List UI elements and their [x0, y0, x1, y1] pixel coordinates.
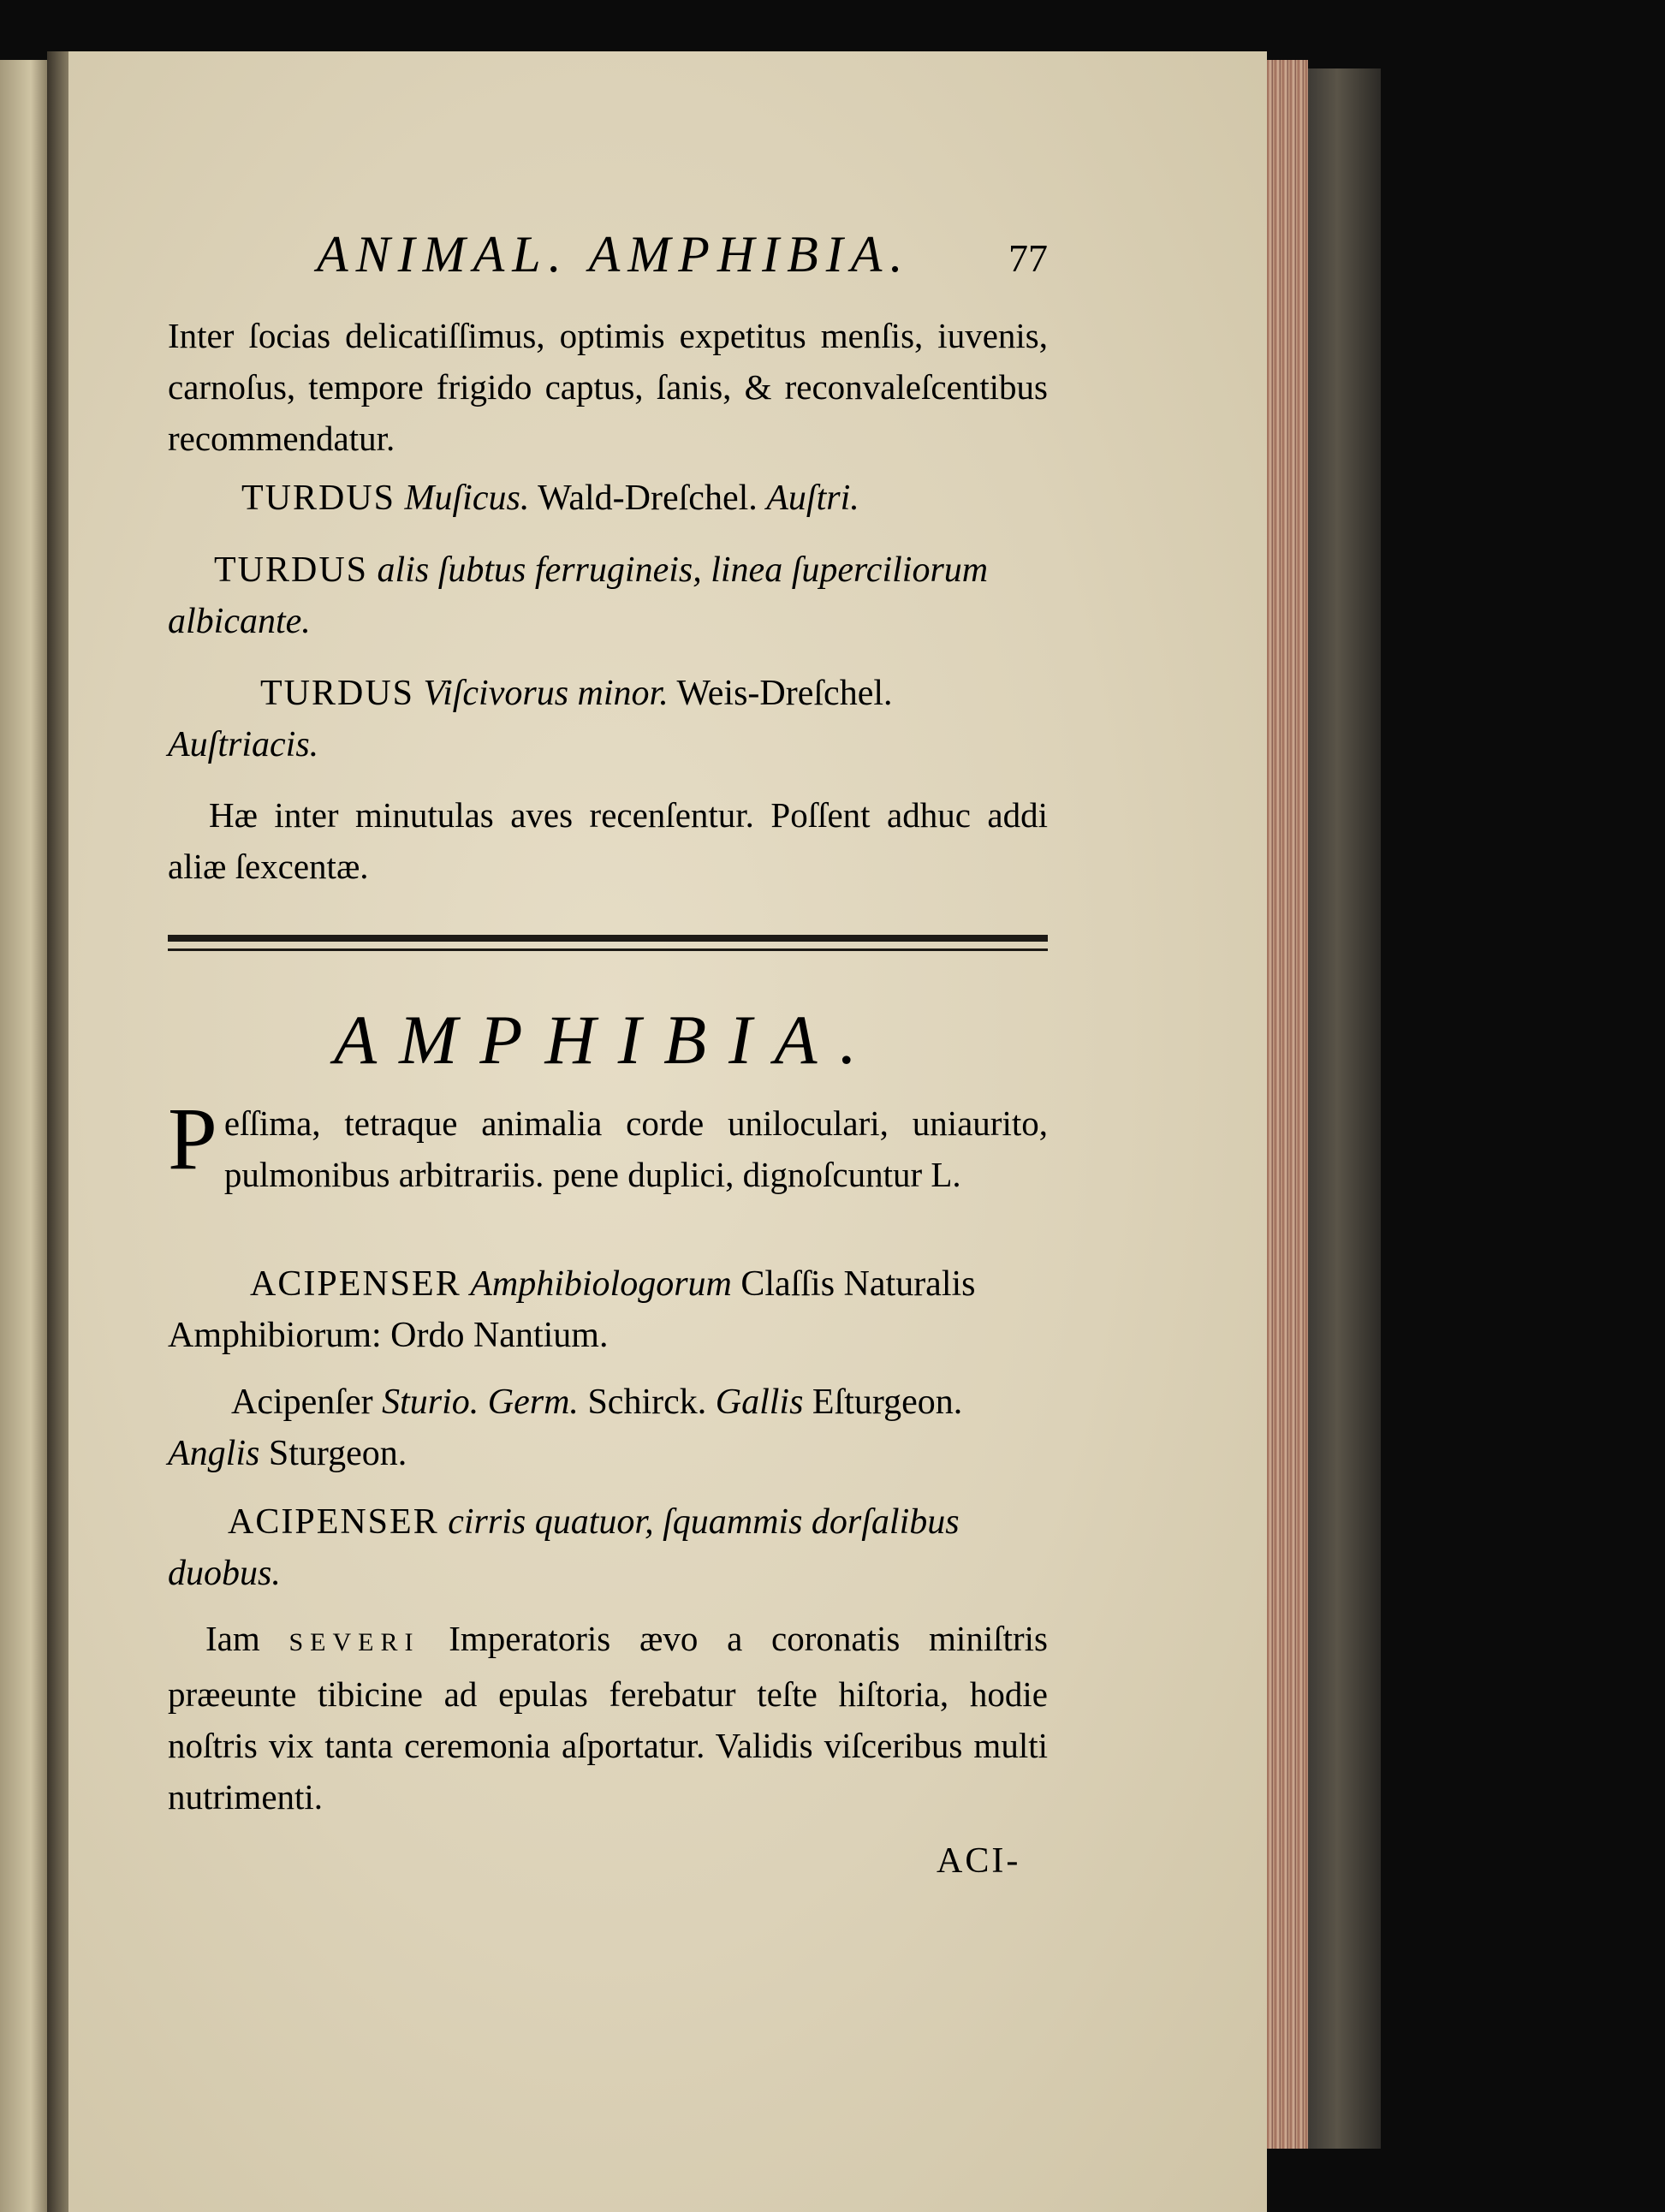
facing-page-edge: [0, 60, 51, 2212]
book-binding: [1308, 68, 1381, 2149]
genus-name: ACIPENSER: [250, 1264, 461, 1304]
entry-turdus-description: [168, 544, 1048, 647]
paragraph-4-text: Imperatoris ævo a coronatis miniſtris præeunte tibicine ad epulas ferebatur teſte hiſtoria, hodie noſtris vix tanta ceremonia aſportatur. Validis viſceribus multi nutrimenti.: [168, 1619, 1049, 1817]
vernacular-name: Weis-Dreſchel.: [676, 674, 893, 713]
genus-name: Acipenſer: [231, 1382, 373, 1422]
italic-term: Amphibiologorum: [470, 1264, 732, 1304]
paragraph-4-lead: Iam: [205, 1619, 260, 1658]
paragraph-4: [168, 1613, 1048, 1823]
running-head: ANIMAL. AMPHIBIA.: [317, 226, 911, 282]
page-block-edge: [1265, 60, 1308, 2149]
german-name: Schirck.: [587, 1382, 707, 1422]
entry-turdus-musicus: [241, 473, 1055, 524]
book-gutter: [47, 51, 71, 2212]
paragraph-1: Inter ſocias delicatiſſimus, optimis expetitus menſis, iuvenis, carnoſus, tempore frigido captus, ſanis, & reconvaleſcentibus recommendatur.: [168, 316, 1048, 458]
section-rule-thin: [168, 948, 1048, 951]
section-title: AMPHIBIA.: [334, 1001, 879, 1079]
entry-acipenser-sturio: [168, 1377, 1048, 1479]
entry-acipenser-class: [168, 1258, 1048, 1361]
entry-turdus-viscivorus: [168, 668, 1048, 770]
genus-name: TURDUS: [214, 550, 369, 590]
entry-acipenser-description: [168, 1496, 1048, 1599]
emperor-name: SEVERI: [288, 1628, 420, 1656]
drop-capital: P: [168, 1090, 217, 1188]
language-label-german: Germ.: [487, 1382, 579, 1422]
paragraph-2: Hæ inter minutulas aves recenſentur. Poſſent adhuc addi aliæ ſexcentæ.: [168, 795, 1048, 886]
species-name: Sturio.: [382, 1382, 479, 1422]
language-label-english: Anglis: [168, 1434, 260, 1473]
region-name: Auſtriacis.: [168, 725, 319, 764]
classification-text: Claſſis Naturalis Amphibiorum: Ordo Nantium.: [168, 1264, 976, 1355]
vernacular-name: Wald-Dreſchel.: [538, 479, 758, 518]
page-number: 77: [1008, 236, 1048, 280]
region-name: Auſtri.: [766, 479, 859, 518]
species-name: Muſicus.: [404, 479, 530, 518]
species-description: alis ſubtus ferrugineis, linea ſuperciliorum albicante.: [168, 550, 989, 641]
french-name: Eſturgeon.: [812, 1382, 963, 1422]
genus-name: TURDUS: [260, 674, 415, 713]
species-description: cirris quatuor, ſquammis dorſalibus duobus.: [168, 1502, 960, 1593]
catchword: ACI-: [937, 1841, 1021, 1881]
english-name: Sturgeon.: [268, 1434, 407, 1473]
genus-name: TURDUS: [241, 479, 396, 518]
language-label-french: Gallis: [715, 1382, 804, 1422]
section-rule-thick: [168, 935, 1048, 942]
genus-name: ACIPENSER: [228, 1502, 439, 1542]
paragraph-3-text: eſſima, tetraque animalia corde uniloculari, uniaurito, pulmonibus arbitrariis. pene duplici, dignoſcuntur L.: [223, 1103, 1048, 1194]
paragraph-3: [168, 1090, 1048, 1200]
species-name: Viſcivorus minor.: [423, 674, 669, 713]
